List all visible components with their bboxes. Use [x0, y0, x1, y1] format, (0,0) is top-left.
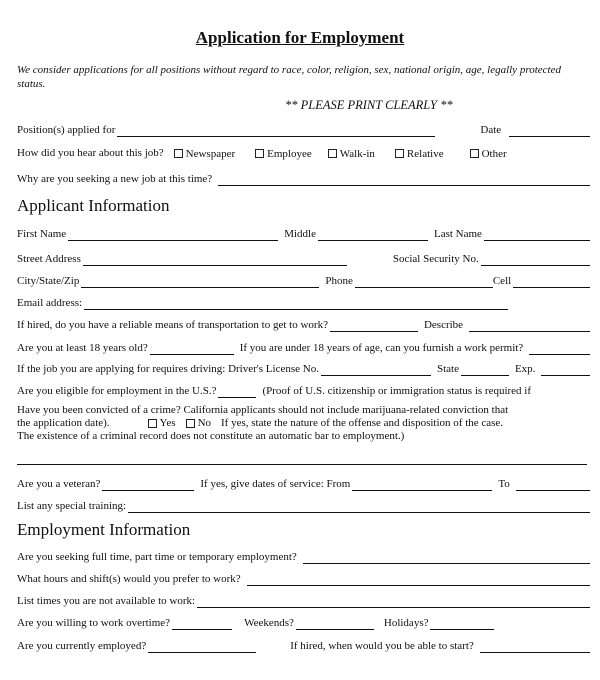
conviction-line-1: Have you been convicted of a crime? California applicants should not include marijuana-related conviction that [17, 404, 509, 416]
exp-field[interactable] [541, 362, 590, 376]
name-row [17, 223, 590, 241]
state-field[interactable] [461, 362, 509, 376]
yes-checkbox[interactable] [148, 419, 157, 428]
overtime-row [17, 612, 590, 630]
no-checkbox[interactable] [186, 419, 195, 428]
state-label: State [436, 363, 459, 375]
last-name-label: Last Name [433, 228, 482, 240]
city-label: City/State/Zip [17, 275, 80, 287]
option-newspaper[interactable]: Newspaper [174, 148, 235, 160]
employed-row [17, 635, 590, 653]
conviction-block [17, 404, 590, 443]
why-row [17, 168, 590, 186]
employment-type-row [17, 546, 590, 564]
form-title: Application for Employment [195, 28, 405, 47]
weekends-label: Weekends? [244, 617, 294, 629]
cell-label: Cell [492, 275, 512, 287]
employment-type-field[interactable] [303, 550, 590, 564]
start-label: If hired, when would you be able to start? [290, 640, 474, 652]
service-label: If yes, give dates of service: From [200, 478, 351, 490]
eligible-field[interactable] [218, 384, 256, 398]
under18-label: If you are under 18 years of age, can you furnish a work permit? [239, 342, 524, 354]
option-relative[interactable]: Relative [395, 148, 444, 160]
hours-label: What hours and shift(s) would you prefer to work? [17, 573, 241, 585]
city-field[interactable] [81, 274, 319, 288]
print-notice: ** PLEASE PRINT CLEARLY ** [285, 98, 453, 112]
age18-field[interactable] [150, 341, 234, 355]
first-name-field[interactable] [68, 227, 278, 241]
age18-label: Are you at least 18 years old? [17, 342, 148, 354]
veteran-row [17, 473, 590, 491]
ssn-label: Social Security No. [392, 253, 479, 265]
transport-field[interactable] [330, 318, 418, 332]
hear-label: How did you hear about this job? [17, 147, 164, 159]
weekends-field[interactable] [296, 616, 374, 630]
intro-text: We consider applications for all positions without regard to race, color, religion, sex, national origin, age, legally protected status. [17, 64, 561, 90]
email-field[interactable] [84, 296, 508, 310]
transport-label: If hired, do you have a reliable means of transportation to get to work? [17, 319, 328, 331]
why-field[interactable] [218, 172, 590, 186]
training-row [17, 495, 590, 513]
other-checkbox[interactable] [470, 149, 479, 158]
middle-label: Middle [284, 228, 316, 240]
describe-field[interactable] [469, 318, 590, 332]
walk-in-checkbox[interactable] [328, 149, 337, 158]
conviction-line-3: The existence of a criminal record does not constitute an automatic bar to employment.) [17, 430, 405, 442]
employed-field[interactable] [148, 639, 256, 653]
city-row [17, 270, 590, 288]
hear-row [17, 142, 590, 160]
service-from-field[interactable] [352, 477, 492, 491]
date-field[interactable] [509, 123, 590, 137]
middle-field[interactable] [318, 227, 428, 241]
date-label: Date [480, 124, 502, 136]
option-employee[interactable]: Employee [255, 148, 312, 160]
start-field[interactable] [480, 639, 590, 653]
option-other[interactable]: Other [470, 148, 507, 160]
driving-label: If the job you are applying for requires driving: Driver's License No. [17, 363, 319, 375]
position-row [17, 119, 590, 137]
cell-field[interactable] [513, 274, 590, 288]
age-row [17, 337, 590, 355]
describe-label: Describe [423, 319, 464, 331]
phone-label: Phone [325, 275, 353, 287]
unavailable-row [17, 590, 590, 608]
ssn-field[interactable] [481, 252, 590, 266]
training-label: List any special training: [17, 500, 127, 512]
eligible-label: Are you eligible for employment in the U.S.? [17, 385, 217, 397]
conviction-no-option[interactable]: No [186, 417, 211, 430]
first-name-label: First Name [17, 228, 67, 240]
street-row [17, 248, 590, 266]
service-to-field[interactable] [516, 477, 590, 491]
email-label: Email address: [17, 297, 83, 309]
hours-field[interactable] [247, 572, 590, 586]
unavailable-label: List times you are not available to work: [17, 595, 196, 607]
unavailable-field[interactable] [197, 594, 590, 608]
conviction-line-2: the application date). Yes No If yes, state the nature of the offense and disposition of the case. [17, 417, 504, 429]
why-label: Why are you seeking a new job at this time? [17, 173, 213, 185]
relative-checkbox[interactable] [395, 149, 404, 158]
employed-label: Are you currently employed? [17, 640, 147, 652]
training-field[interactable] [128, 499, 590, 513]
last-name-field[interactable] [484, 227, 590, 241]
eligible-note: (Proof of U.S. citizenship or immigration status is required if [262, 385, 532, 397]
license-field[interactable] [321, 362, 431, 376]
eligible-row [17, 380, 590, 398]
overtime-label: Are you willing to work overtime? [17, 617, 171, 629]
transport-row [17, 314, 590, 332]
holidays-label: Holidays? [383, 617, 429, 629]
driving-row [17, 358, 590, 376]
employment-type-label: Are you seeking full time, part time or temporary employment? [17, 551, 297, 563]
street-label: Street Address [17, 253, 81, 265]
phone-field[interactable] [355, 274, 493, 288]
position-label: Position(s) applied for [17, 124, 116, 136]
conviction-yes-option[interactable]: Yes [148, 417, 176, 430]
applicant-heading: Applicant Information [17, 196, 170, 215]
hours-row [17, 568, 590, 586]
employment-heading: Employment Information [17, 520, 191, 539]
veteran-field[interactable] [102, 477, 194, 491]
conviction-details-field[interactable] [17, 452, 587, 465]
option-walk-in[interactable]: Walk-in [328, 148, 375, 160]
employee-checkbox[interactable] [255, 149, 264, 158]
position-field[interactable] [117, 123, 435, 137]
street-field[interactable] [83, 252, 347, 266]
to-label: To [498, 478, 510, 490]
veteran-label: Are you a veteran? [17, 478, 101, 490]
newspaper-checkbox[interactable] [174, 149, 183, 158]
holidays-field[interactable] [430, 616, 494, 630]
exp-label: Exp. [514, 363, 536, 375]
email-row [17, 292, 590, 310]
work-permit-field[interactable] [529, 341, 590, 355]
overtime-field[interactable] [172, 616, 232, 630]
